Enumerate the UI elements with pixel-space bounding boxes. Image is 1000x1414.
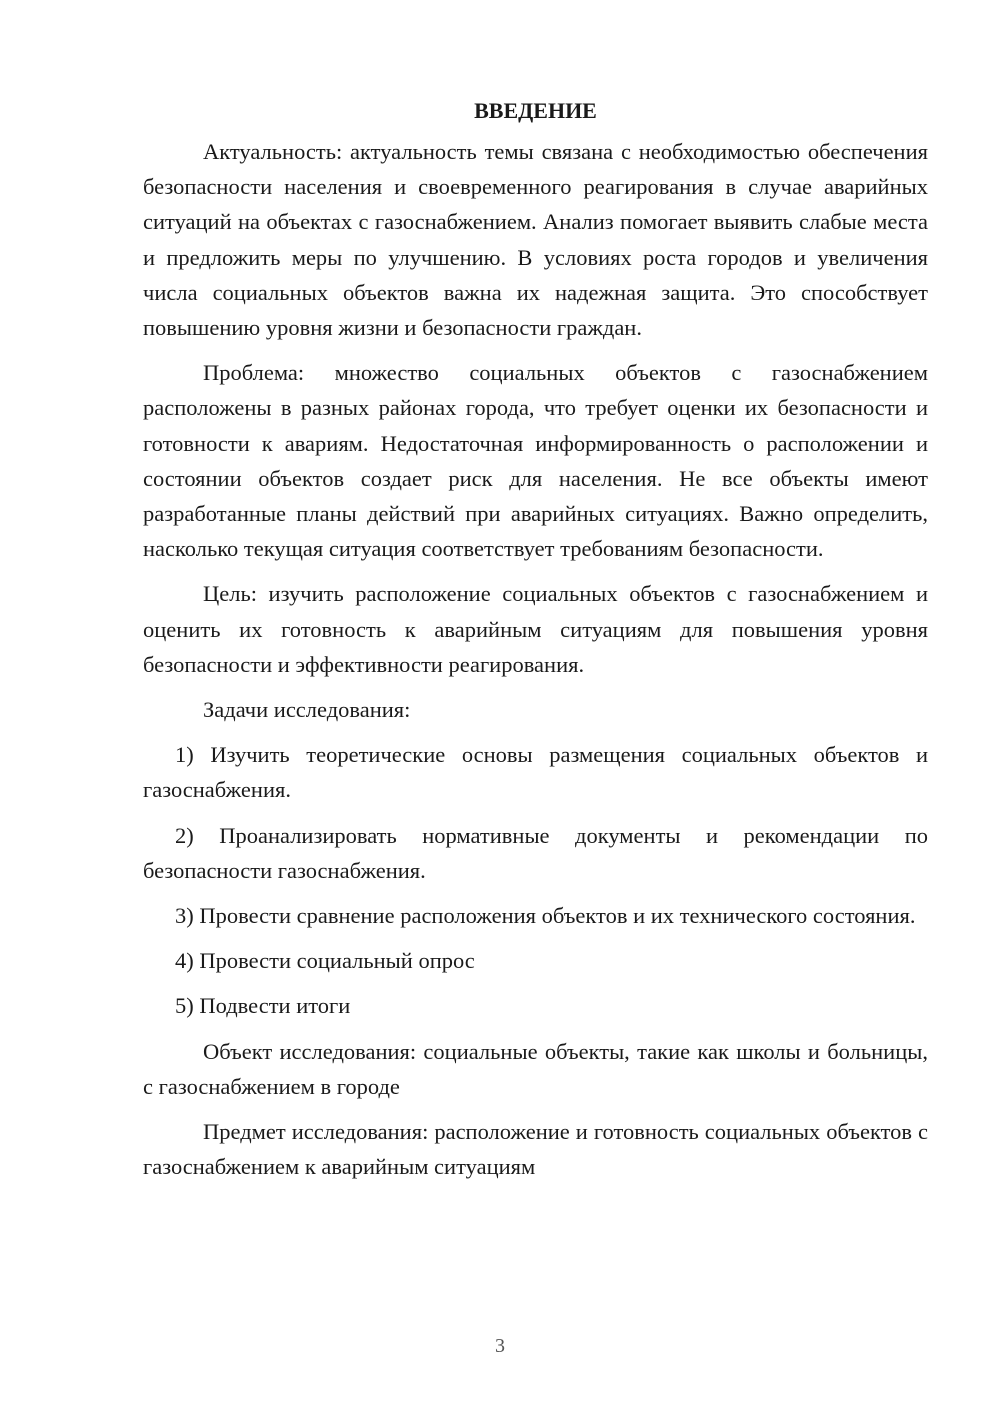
page-title: ВВЕДЕНИЕ	[474, 98, 597, 123]
paragraph-relevance: Актуальность: актуальность темы связана с необходимостью обеспечения безопасности населения и своевременного реагирования в случае аварийных ситуаций на объектах с газоснабжением. Анализ помогает выявить слабые места и предложить меры по улучшению. В условиях роста городов и увеличения числа социальных объектов важна их надежная защита. Это способствует повышению уровня жизни и безопасности граждан.	[143, 139, 928, 341]
document-page	[143, 96, 928, 1194]
paragraph-subject: Предмет исследования: расположение и готовность социальных объектов с газоснабжением к аварийным ситуациям	[143, 1119, 928, 1180]
page-number: 3	[495, 1335, 505, 1357]
list-item: 1) Изучить теоретические основы размещения социальных объектов и газоснабжения.	[143, 742, 928, 803]
paragraph-object: Объект исследования: социальные объекты, такие как школы и больницы, с газоснабжением в городе	[143, 1038, 928, 1099]
paragraph-goal: Цель: изучить расположение социальных объектов с газоснабжением и оценить их готовность к аварийным ситуациям для повышения уровня безопасности и эффективности реагирования.	[143, 581, 928, 677]
list-item: 4) Провести социальный опрос	[175, 948, 475, 974]
paragraph-tasks-heading: Задачи исследования:	[203, 697, 411, 723]
list-item: 3) Провести сравнение расположения объектов и их технического состояния.	[175, 903, 916, 929]
list-item: 5) Подвести итоги	[175, 993, 351, 1019]
list-item: 2) Проанализировать нормативные документы и рекомендации по безопасности газоснабжения.	[143, 822, 928, 883]
paragraph-problem: Проблема: множество социальных объектов с газоснабжением расположены в разных районах города, что требует оценки их безопасности и готовности к авариям. Недостаточная информированность о расположении и состоянии объектов создает риск для населения. Не все объекты имеют разработанные планы действий при аварийных ситуациях. Важно определить, насколько текущая ситуация соответствует требованиям безопасности.	[143, 360, 928, 562]
